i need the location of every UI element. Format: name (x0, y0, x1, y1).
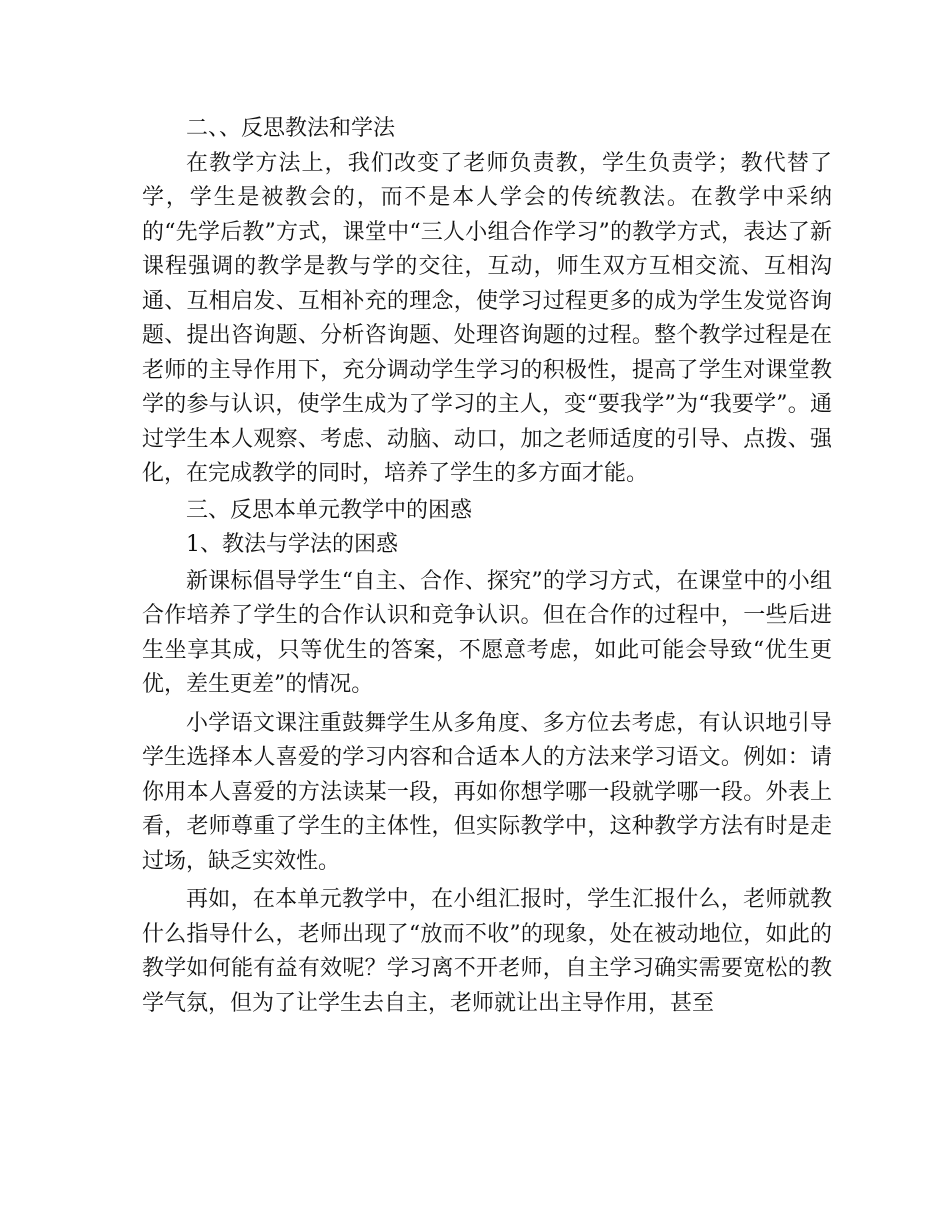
paragraph-teaching-methods: 在教学方法上，我们改变了老师负责教，学生负责学；教代替了学，学生是被教会的，而不是本人学会的传统教法。在教学中采纳的“先学后教”方式，课堂中“三人小组合作学习”的教学方式，表达了新课程强调的教学是教与学的交往，互动，师生双方互相交流、互相沟通、互相启发、互相补充的理念，使学习过程更多的成为学生发觉咨询题、提出咨询题、分析咨询题、处理咨询题的过程。整个教学过程是在老师的主导作用下，充分调动学生学习的积极性，提高了学生对课堂教学的参与认识，使学生成为了学习的主人，变“要我学”为“我要学”。通过学生本人观察、考虑、动脑、动口，加之老师适度的引导、点拨、强化，在完成教学的同时，培养了学生的多方面才能。 (142, 150, 832, 486)
document-body (142, 112, 832, 1021)
subsection-heading-1: 1、教法与学法的困惑 (186, 532, 398, 557)
paragraph-multi-angle: 小学语文课注重鼓舞学生从多角度、多方位去考虑，有认识地引导学生选择本人喜爱的学习内容和合适本人的方法来学习语文。例如：请你用本人喜爱的方法读某一段，再如你想学哪一段就学哪一段。外表上看，老师尊重了学生的主体性，但实际教学中，这种教学方法有时是走过场，缺乏实效性。 (142, 710, 832, 874)
section-heading-3: 三、反思本单元教学中的困惑 (186, 497, 473, 523)
paragraph-group-cooperation: 新课标倡导学生“自主、合作、探究”的学习方式，在课堂中的小组合作培养了学生的合作认识和竞争认识。但在合作的过程中，一些后进生坐享其成，只等优生的答案，不愿意考虑，如此可能会导致“优生更优，差生更差”的情况。 (142, 568, 832, 697)
paragraph-group-report: 再如，在本单元教学中，在小组汇报时，学生汇报什么，老师就教什么指导什么，老师出现了“放而不收”的现象，处在被动地位，如此的教学如何能有益有效呢？学习离不开老师，自主学习确实需要宽松的教学气氛，但为了让学生去自主，老师就让出主导作用，甚至 (142, 887, 832, 1016)
section-heading-2: 二、、反思教法和学法 (186, 116, 396, 141)
